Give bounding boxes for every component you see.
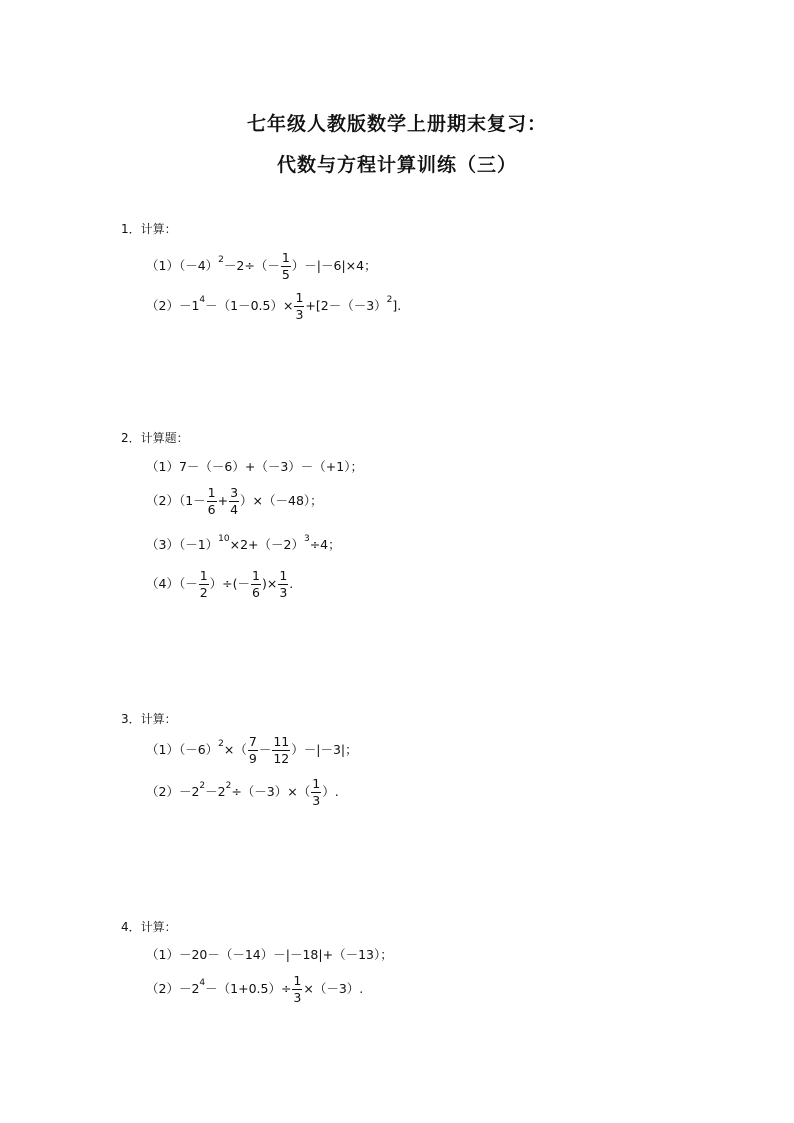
- expr-text: ÷4；: [309, 537, 341, 552]
- question-1-item-2: [146, 292, 401, 321]
- fraction: [292, 975, 302, 1004]
- question-1-heading: 1．计算：: [121, 222, 177, 236]
- expr-text: ×（: [223, 742, 247, 758]
- expr-text: －2: [205, 784, 226, 800]
- expr-text: （1）7－（－6）+（－3）－（+1）；: [146, 459, 363, 474]
- expr-text: )×: [261, 576, 278, 592]
- expr-text: +[2－（－3）: [305, 298, 387, 314]
- fraction: [207, 487, 217, 516]
- fraction: [229, 487, 239, 516]
- exponent: 4: [199, 978, 206, 988]
- expr-text: （2）－2: [146, 981, 200, 997]
- expr-text: －（1－0.5）×: [205, 298, 294, 314]
- fraction: [199, 570, 209, 599]
- question-3-heading: 3．计算：: [121, 712, 177, 726]
- exponent: 10: [218, 533, 230, 544]
- expr-text: ）÷(－: [209, 576, 251, 592]
- fraction-denominator: 12: [273, 750, 290, 766]
- fraction-denominator: 4: [230, 501, 239, 517]
- fraction-numerator: 1: [207, 485, 216, 500]
- expr-text: ）－|－6|×4；: [291, 258, 377, 274]
- question-3-item-1: [146, 736, 358, 765]
- question-1-item-1: [146, 252, 377, 281]
- fraction-numerator: 3: [230, 485, 239, 500]
- fraction-denominator: 2: [199, 584, 208, 600]
- fraction-denominator: 9: [248, 750, 257, 766]
- fraction-numerator: 1: [279, 568, 288, 583]
- expr-text: ）.: [322, 784, 339, 800]
- expr-text: （4）（－: [146, 576, 198, 592]
- exponent: 2: [386, 295, 393, 305]
- fraction-denominator: 3: [279, 584, 288, 600]
- question-2-item-1: [146, 461, 363, 474]
- fraction-denominator: 3: [312, 792, 321, 808]
- question-4-item-1: [146, 949, 393, 962]
- fraction-denominator: 6: [252, 584, 260, 600]
- expr-text: －（1+0.5）÷: [205, 981, 292, 997]
- expr-text: －2÷（－: [223, 258, 280, 274]
- exponent: 2: [199, 781, 206, 791]
- question-2-item-3: [146, 533, 341, 552]
- fraction: [294, 292, 304, 321]
- exponent: 4: [199, 295, 206, 305]
- fraction-numerator: 11: [273, 734, 290, 749]
- exponent: 3: [303, 533, 310, 544]
- question-4-item-2: [146, 975, 363, 1004]
- title-line-2: 代数与方程计算训练（三）: [276, 154, 517, 176]
- expr-text: （1）（－4）: [146, 258, 219, 274]
- fraction: [251, 570, 261, 599]
- fraction: [281, 252, 291, 281]
- question-4-heading: 4．计算：: [121, 920, 177, 934]
- expr-text: .: [289, 576, 294, 592]
- fraction-numerator: 1: [295, 290, 304, 305]
- fraction-numerator: 1: [312, 776, 321, 791]
- expr-text: ×2+（－2）: [229, 537, 304, 552]
- title-line-1: 七年级人教版数学上册期末复习：: [246, 113, 547, 135]
- fraction-denominator: 6: [207, 501, 216, 517]
- expr-text: ）－|－3|；: [291, 742, 358, 758]
- question-2-item-2: [146, 487, 323, 516]
- fraction-numerator: 1: [293, 973, 302, 988]
- fraction: [272, 736, 290, 765]
- fraction-denominator: 3: [295, 306, 304, 322]
- fraction: [248, 736, 258, 765]
- fraction-numerator: 7: [248, 734, 257, 749]
- fraction-denominator: 3: [293, 989, 302, 1005]
- fraction-numerator: 1: [252, 568, 260, 583]
- expr-text: （3）（－1）: [146, 537, 219, 552]
- expr-text: －: [258, 742, 272, 758]
- expr-text: ×（－3）.: [303, 981, 364, 997]
- fraction-numerator: 1: [281, 250, 290, 265]
- expr-text: （1）（－6）: [146, 742, 219, 758]
- exponent: 2: [225, 781, 232, 791]
- expr-text: （2）－1: [146, 298, 200, 314]
- expr-text: （2）－2: [146, 784, 200, 800]
- fraction: [278, 570, 288, 599]
- question-3-item-2: [146, 778, 339, 807]
- fraction: [311, 778, 321, 807]
- question-2-item-4: [146, 570, 293, 599]
- fraction-denominator: 5: [281, 266, 290, 282]
- expr-text: ].: [392, 298, 402, 314]
- exponent: 2: [218, 739, 224, 749]
- expr-text: ÷（－3）×（: [231, 784, 311, 800]
- fraction-numerator: 1: [199, 568, 208, 583]
- expr-text: （2）（1－: [146, 493, 206, 509]
- expr-text: +: [217, 493, 229, 509]
- expr-text: （1）－20－（－14）－|－18|+（－13）；: [146, 947, 393, 962]
- question-2-heading: 2．计算题：: [121, 431, 189, 445]
- expr-text: ）×（－48）；: [240, 493, 323, 509]
- exponent: 2: [218, 255, 224, 265]
